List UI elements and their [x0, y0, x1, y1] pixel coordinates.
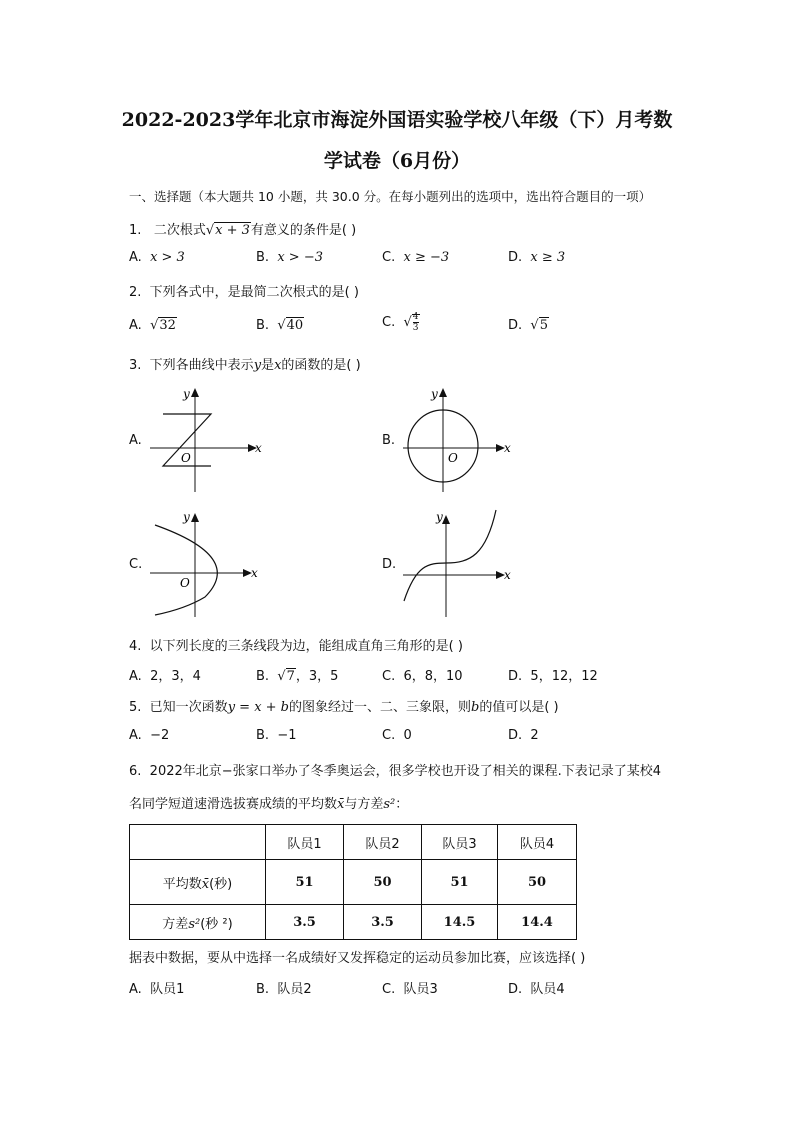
table-cell: 50 — [344, 860, 422, 905]
sqrt-expression: √5 — [530, 318, 548, 333]
option-a: A. 2，3，4 — [129, 669, 201, 684]
table-cell: 3.5 — [266, 905, 344, 940]
graph-b — [398, 380, 528, 500]
question-1 — [129, 219, 356, 238]
option-expr: x ≥ 3 — [530, 250, 566, 265]
option-c: C. √ $\frac{4}{3}$ — [382, 312, 419, 333]
question-2 — [129, 281, 359, 300]
option-c: C. 队员3 — [382, 982, 438, 997]
question-6-prompt: 据表中数据，要从中选择一名成绩好又发挥稳定的运动员参加比赛，应该选择( ) — [129, 951, 586, 966]
question-number: 5. — [129, 700, 142, 715]
option-c: C. x ≥ −3 — [382, 250, 450, 265]
question-text: 以下列长度的三条线段为边，能组成直角三角形的是( ) — [149, 639, 463, 654]
table-cell: 51 — [266, 860, 344, 905]
option-expr: x ≥ −3 — [403, 250, 450, 265]
graph-a — [145, 380, 275, 500]
option-c: C. 0 — [382, 728, 412, 743]
option-d: D. √5 — [508, 318, 548, 333]
y-axis-label: y — [436, 510, 443, 524]
page-title-line2: 学试卷（6月份） — [323, 150, 471, 172]
table-row — [130, 905, 577, 940]
option-a: A. 队员1 — [129, 982, 185, 997]
option-a: A. −2 — [129, 728, 170, 743]
option-a: A. x > 3 — [129, 250, 185, 265]
option-b: B. x > −3 — [256, 250, 323, 265]
question-5: 5. 已知一次函数y = x + b的图象经过一、二、三象限，则b的值可以是( ) — [129, 700, 559, 715]
origin-label: O — [180, 576, 190, 590]
option-d: D. x ≥ 3 — [508, 250, 566, 265]
y-axis-arrow — [439, 388, 447, 397]
y-axis-label: y — [183, 510, 190, 524]
table-header-cell: 队员4 — [498, 825, 577, 860]
question-text: 有意义的条件是( ) — [250, 223, 357, 238]
option-b: B. −1 — [256, 728, 297, 743]
x-axis-label: x — [255, 441, 262, 455]
table-header-cell: 队员2 — [344, 825, 422, 860]
option-d: D. 2 — [508, 728, 539, 743]
origin-label: O — [448, 451, 458, 465]
option-b: B. √40 — [256, 318, 304, 333]
sqrt-expression: √x + 3 — [205, 223, 250, 238]
graph-c — [145, 505, 275, 625]
table-row-label: 方差s²(秒 ²) — [130, 905, 266, 940]
y-axis-label: y — [431, 387, 438, 401]
option-b: B. √7，3，5 — [256, 669, 339, 684]
sqrt-expression: √40 — [277, 318, 304, 333]
parabola-curve — [155, 525, 217, 615]
question-6: 6. 2022年北京−张家口举办了冬季奥运会，很多学校也开设了相关的课程.下表记录了某校4 — [129, 764, 662, 779]
radicand: x + 3 — [215, 223, 250, 238]
option-d: D. 5，12，12 — [508, 669, 598, 684]
x-axis-label: x — [504, 568, 511, 582]
graph-d-label: D. — [382, 557, 397, 572]
y-axis-arrow — [442, 515, 450, 524]
graph-c-label: C. — [129, 557, 143, 572]
origin-label: O — [181, 451, 191, 465]
question-text: 二次根式 — [153, 223, 206, 238]
y-axis-arrow — [191, 513, 199, 522]
graph-a-label: A. — [129, 433, 142, 448]
y-axis-label: y — [183, 387, 190, 401]
question-6-line2: 名同学短道速滑选拔赛成绩的平均数x̄与方差s²： — [129, 797, 409, 812]
x-axis-label: x — [504, 441, 511, 455]
option-d: D. 队员4 — [508, 982, 565, 997]
question-number: 6. — [129, 764, 142, 779]
y-axis-arrow — [191, 388, 199, 397]
table-header-cell — [130, 825, 266, 860]
sqrt-fraction: √ $\frac{4}{3}$ — [403, 312, 419, 333]
x-axis-label: x — [251, 566, 258, 580]
section-heading: 一、选择题（本大题共 10 小题，共 30.0 分。在每小题列出的选项中，选出符合题目的一项） — [129, 189, 652, 204]
table-cell: 51 — [422, 860, 498, 905]
table-row — [130, 860, 577, 905]
option-c: C. 6，8，10 — [382, 669, 463, 684]
option-expr: x > 3 — [150, 250, 185, 265]
sqrt-expression: √32 — [150, 318, 176, 333]
table-cell: 50 — [498, 860, 577, 905]
question-text: 下列各式中，是最简二次根式的是( ) — [149, 285, 359, 300]
graph-b-label: B. — [382, 433, 396, 448]
table-cell: 3.5 — [344, 905, 422, 940]
table-cell: 14.4 — [498, 905, 577, 940]
question-number: 4. — [129, 639, 142, 654]
question-number: 2. — [129, 285, 142, 300]
cubic-curve — [404, 510, 496, 601]
formula: y = x + b — [227, 700, 289, 715]
table-row-label: 平均数x̄(秒) — [130, 860, 266, 905]
question-4 — [129, 635, 463, 654]
option-expr: x > −3 — [277, 250, 323, 265]
table-header-row — [130, 825, 577, 860]
graph-d — [398, 505, 528, 625]
table-header-cell: 队员3 — [422, 825, 498, 860]
question-number: 3. — [129, 358, 142, 373]
scores-table — [129, 824, 577, 940]
option-b: B. 队员2 — [256, 982, 312, 997]
table-header-cell: 队员1 — [266, 825, 344, 860]
option-a: A. √32 — [129, 318, 176, 333]
question-number: 1. — [129, 223, 142, 238]
question-3: 3. 下列各曲线中表示y是x的函数的是( ) — [129, 358, 361, 373]
table-cell: 14.5 — [422, 905, 498, 940]
page-title-line1: 2022-2023学年北京市海淀外国语实验学校八年级（下）月考数 — [121, 109, 673, 131]
